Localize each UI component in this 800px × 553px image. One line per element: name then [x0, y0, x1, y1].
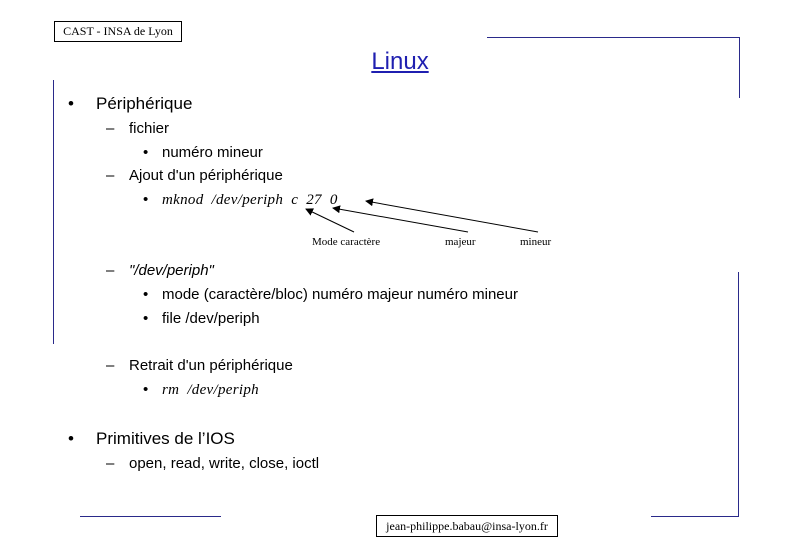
- file-desc-label: file /dev/periph: [162, 310, 260, 327]
- mode-desc-label: mode (caractère/bloc) numéro majeur numéro mineur: [162, 286, 518, 303]
- sub-item-fichier-label: fichier: [129, 120, 170, 137]
- dot-marker: •: [143, 381, 149, 398]
- bullet-peripherique-label: Périphérique: [96, 94, 193, 113]
- subsub-item-rm: [143, 381, 259, 399]
- dash-marker: –: [106, 357, 115, 374]
- annotation-mineur: mineur: [520, 236, 552, 248]
- subsub-item-file: [143, 310, 260, 328]
- bullet-primitives: [68, 429, 235, 449]
- sub-item-primitives-list: [106, 455, 319, 473]
- dot-marker: •: [143, 191, 149, 208]
- dash-marker: –: [106, 262, 115, 279]
- bullet-primitives-label: Primitives de l’IOS: [96, 429, 235, 448]
- annotation-mode: Mode caractère: [312, 236, 381, 248]
- arrow-mineur: [366, 201, 538, 232]
- dev-periph-label: "/dev/periph": [129, 262, 214, 279]
- sub-item-dev-periph: [106, 262, 214, 280]
- sub-item-retrait: [106, 357, 293, 375]
- primitives-list-label: open, read, write, close, ioctl: [129, 455, 320, 472]
- annotation-majeur: majeur: [445, 236, 476, 248]
- dot-marker: •: [143, 286, 149, 303]
- footer-email: jean-philippe.babau@insa-lyon.fr: [376, 515, 558, 537]
- mknod-command: mknod /dev/periph c 27 0: [162, 192, 338, 208]
- subsub-item-mode: [143, 286, 518, 304]
- arrow-majeur: [333, 208, 468, 232]
- bullet-marker: •: [68, 429, 74, 448]
- dash-marker: –: [106, 455, 115, 472]
- dot-marker: •: [143, 144, 149, 161]
- dash-marker: –: [106, 120, 115, 137]
- arrow-mode: [306, 209, 354, 232]
- rm-command: rm /dev/periph: [162, 382, 259, 398]
- page-title: Linux: [371, 48, 429, 75]
- bullet-marker: •: [68, 94, 74, 113]
- sub-item-ajout-label: Ajout d'un périphérique: [129, 167, 283, 184]
- numero-mineur-label: numéro mineur: [162, 144, 263, 161]
- dot-marker: •: [143, 310, 149, 327]
- header-label: CAST - INSA de Lyon: [54, 21, 182, 42]
- dash-marker: –: [106, 167, 115, 184]
- retrait-label: Retrait d'un périphérique: [129, 357, 293, 374]
